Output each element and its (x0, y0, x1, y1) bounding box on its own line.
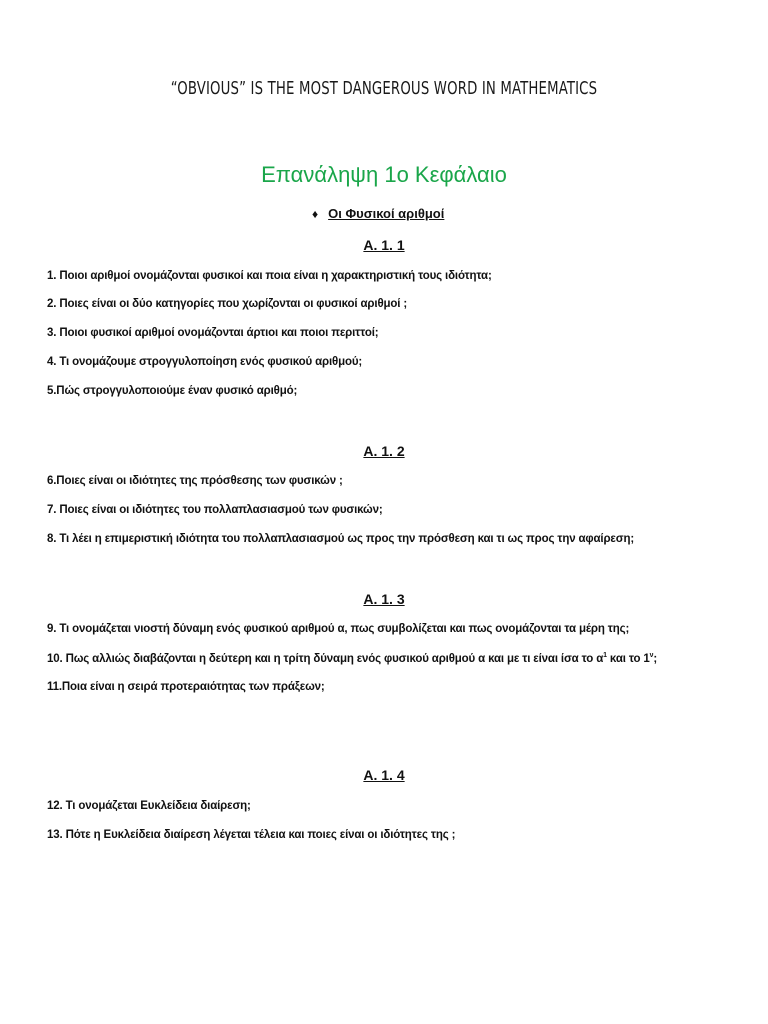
question-12: 12. Τι ονομάζεται Ευκλείδεια διαίρεση; (47, 800, 251, 812)
question-11: 11.Ποια είναι η σειρά προτεραιότητας των πράξεων; (47, 681, 325, 693)
section-heading-a12: Α. 1. 2 (363, 443, 405, 459)
question-10-mid: και το 1 (606, 652, 650, 665)
question-4: 4. Τι ονομάζουμε στρογγυλοποίηση ενός φυσικού αριθμού; (47, 356, 363, 368)
question-1: 1. Ποιοι αριθμοί ονομάζονται φυσικοί και ποια είναι η χαρακτηριστική τους ιδιότητα; (47, 270, 492, 282)
question-13: 13. Πότε η Ευκλείδεια διαίρεση λέγεται τέλεια και ποιες είναι οι ιδιότητες της ; (47, 829, 456, 841)
question-5: 5.Πώς στρογγυλοποιούμε έναν φυσικό αριθμό; (47, 385, 298, 397)
question-9: 9. Τι ονομάζεται νιοστή δύναμη ενός φυσικού αριθμού α, πως συμβολίζεται και πως ονομάζονται τα μέρη της; (47, 623, 630, 635)
question-10-superscript-nu: ν (649, 652, 654, 659)
question-3: 3. Ποιοι φυσικοί αριθμοί ονομάζονται άρτιοι και ποιοι περιττοί; (47, 327, 379, 339)
section-heading-a13: Α. 1. 3 (363, 591, 405, 607)
section-heading-a11: Α. 1. 1 (363, 237, 405, 253)
question-10-text: 10. Πως αλλιώς διαβάζονται η δεύτερη και η τρίτη δύναμη ενός φυσικού αριθμού α και με τι είναι ίσα το α (47, 652, 604, 665)
question-10-superscript-1: 1 (603, 652, 607, 659)
question-10 (47, 652, 657, 665)
question-2: 2. Ποιες είναι οι δύο κατηγορίες που χωρίζονται οι φυσικοί αριθμοί ; (47, 298, 408, 310)
topic-label: Οι Φυσικοί αριθμοί (328, 206, 445, 221)
question-8: 8. Τι λέει η επιμεριστική ιδιότητα του πολλαπλασιασμού ως προς την πρόσθεση και τι ως προς την αφαίρεση; (47, 533, 634, 545)
section-heading-a14: Α. 1. 4 (363, 767, 405, 783)
topic-heading (312, 206, 444, 221)
question-6: 6.Ποιες είναι οι ιδιότητες της πρόσθεσης των φυσικών ; (47, 475, 343, 487)
question-10-end: ; (653, 652, 658, 665)
header-quote: “OBVIOUS” IS THE MOST DANGEROUS WORD IN MATHEMATICS (170, 78, 598, 99)
question-7: 7. Ποιες είναι οι ιδιότητες του πολλαπλασιασμού των φυσικών; (47, 504, 383, 516)
diamond-bullet-icon: ♦ (312, 207, 319, 221)
page-title: Επανάληψη 1ο Κεφάλαιο (261, 162, 507, 187)
